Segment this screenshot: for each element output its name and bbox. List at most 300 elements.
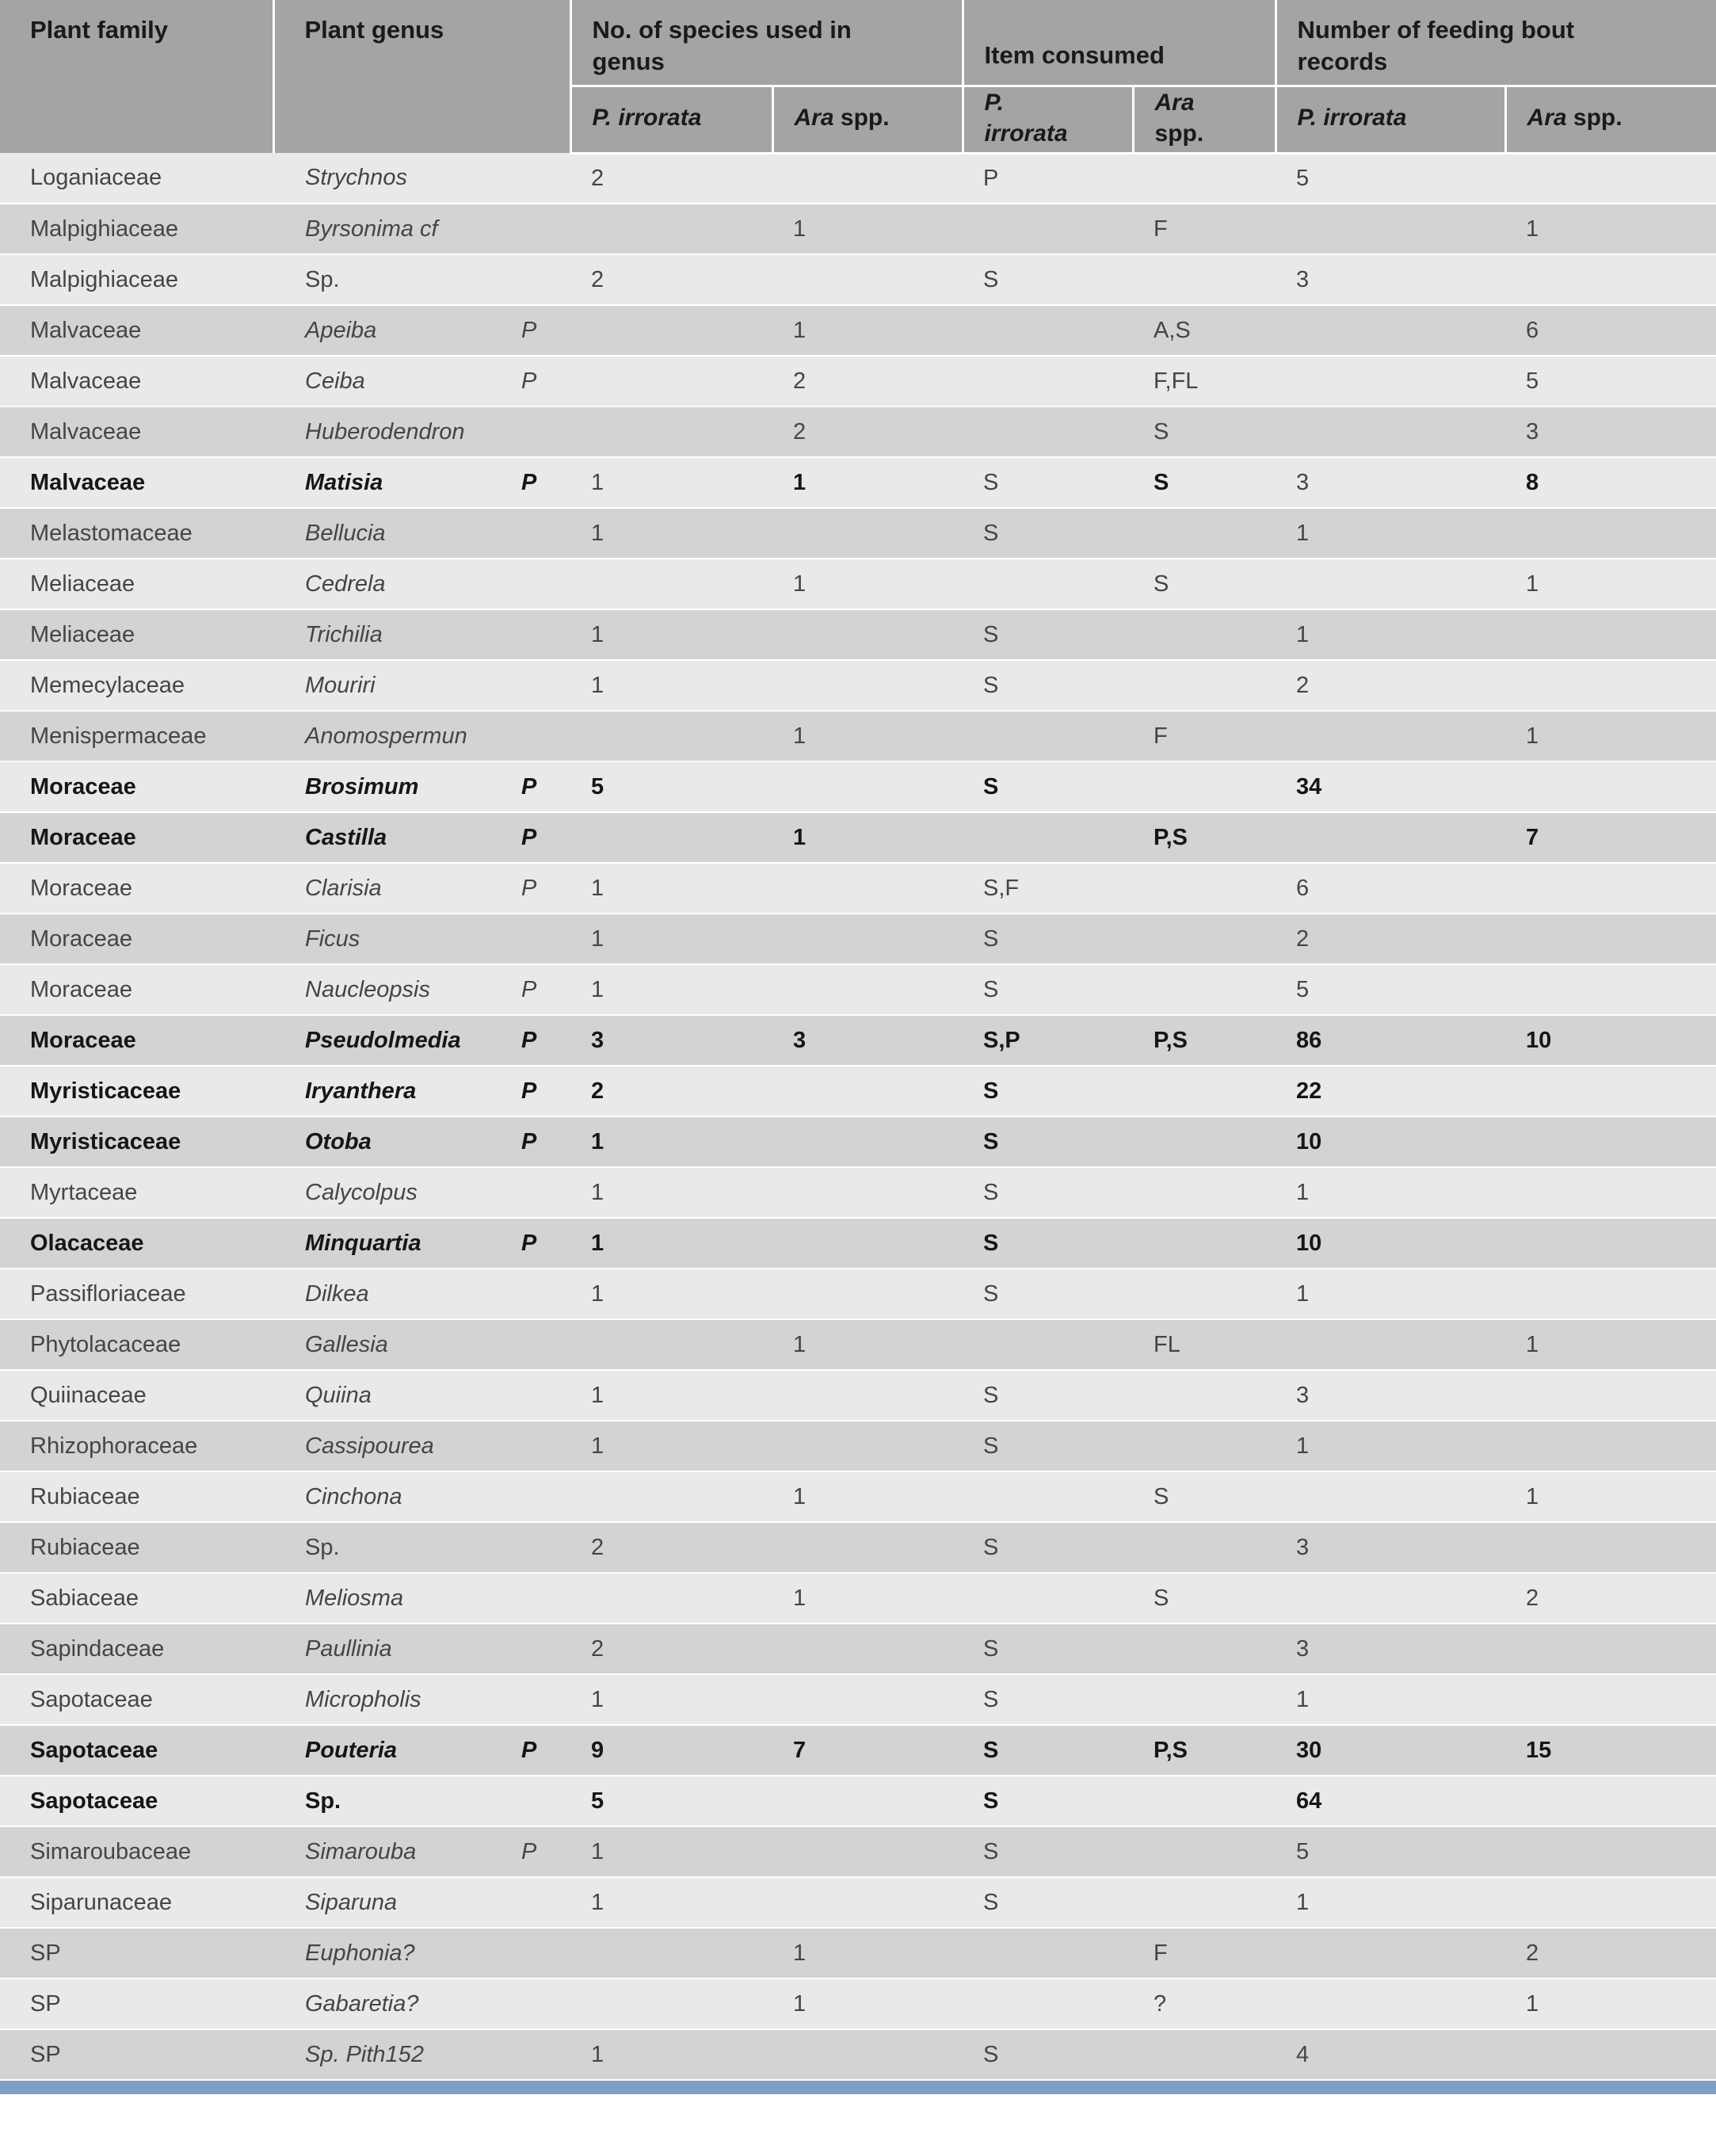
species-ara-suffix: spp. [840,105,890,131]
cell-genus: Calycolpus [273,1167,507,1218]
cell-records-pirrorata: 2 [1276,660,1505,711]
cell-genus: Matisia [273,457,507,508]
cell-genus: Cedrela [273,559,507,609]
cell-item-ara [1133,1776,1276,1826]
cell-preferred-flag: P [507,1218,570,1269]
cell-species-pirrorata [570,1319,772,1370]
cell-item-ara [1133,2029,1276,2080]
cell-family: Malpighiaceae [0,254,273,305]
cell-preferred-flag [507,914,570,964]
cell-records-pirrorata: 5 [1276,153,1505,204]
cell-records-pirrorata: 3 [1276,1370,1505,1421]
cell-genus: Gabaretia? [273,1979,507,2029]
cell-genus: Anomospermun [273,711,507,761]
cell-preferred-flag [507,2029,570,2080]
cell-genus: Castilla [273,812,507,863]
table-row [0,1979,1716,2029]
cell-records-ara: 6 [1505,305,1716,356]
cell-species-ara: 1 [772,1471,963,1522]
cell-records-ara [1505,660,1716,711]
cell-genus: Cinchona [273,1471,507,1522]
cell-records-ara [1505,1877,1716,1928]
table-row [0,863,1716,914]
cell-species-pirrorata: 1 [570,1674,772,1725]
cell-species-ara: 1 [772,559,963,609]
header-group-row [0,0,1716,86]
cell-preferred-flag [507,660,570,711]
cell-preferred-flag: P [507,356,570,406]
cell-records-pirrorata [1276,1471,1505,1522]
cell-records-pirrorata: 1 [1276,1269,1505,1319]
table-row [0,406,1716,457]
cell-item-pirrorata [963,559,1133,609]
cell-species-pirrorata [570,356,772,406]
cell-family: Moraceae [0,1015,273,1066]
cell-records-ara: 15 [1505,1725,1716,1776]
cell-species-pirrorata: 1 [570,508,772,559]
table-row [0,1471,1716,1522]
cell-item-ara: S [1133,1471,1276,1522]
cell-family: Quiinaceae [0,1370,273,1421]
cell-records-ara [1505,863,1716,914]
table-row [0,660,1716,711]
cell-records-pirrorata: 30 [1276,1725,1505,1776]
cell-preferred-flag [507,1471,570,1522]
cell-preferred-flag: P [507,1826,570,1877]
cell-records-pirrorata: 86 [1276,1015,1505,1066]
cell-item-pirrorata: S [963,254,1133,305]
cell-family: Myrtaceae [0,1167,273,1218]
cell-preferred-flag [507,1624,570,1674]
cell-records-ara [1505,1826,1716,1877]
table-row [0,305,1716,356]
cell-family: Moraceae [0,964,273,1015]
cell-genus: Euphonia? [273,1928,507,1979]
cell-family: Rubiaceae [0,1471,273,1522]
cell-records-pirrorata: 3 [1276,1522,1505,1573]
cell-preferred-flag [507,254,570,305]
cell-preferred-flag [507,711,570,761]
cell-records-pirrorata: 10 [1276,1218,1505,1269]
cell-species-pirrorata: 2 [570,1624,772,1674]
cell-genus: Cassipourea [273,1421,507,1471]
cell-species-pirrorata [570,1471,772,1522]
cell-family: Meliaceae [0,609,273,660]
cell-item-pirrorata: S,F [963,863,1133,914]
item-ara-label: Ara [1154,89,1195,116]
cell-species-pirrorata: 1 [570,1269,772,1319]
cell-family: Rhizophoraceae [0,1421,273,1471]
cell-family: SP [0,2029,273,2080]
cell-item-ara [1133,1116,1276,1167]
table-row [0,1877,1716,1928]
cell-item-ara [1133,660,1276,711]
cell-records-pirrorata: 1 [1276,609,1505,660]
cell-species-pirrorata: 2 [570,1066,772,1116]
header-records-group: Number of feeding bout records [1276,0,1716,86]
cell-species-ara: 1 [772,1928,963,1979]
cell-records-pirrorata: 5 [1276,964,1505,1015]
cell-records-pirrorata: 1 [1276,1877,1505,1928]
cell-records-pirrorata: 3 [1276,254,1505,305]
cell-species-ara [772,1421,963,1471]
cell-item-pirrorata [963,204,1133,254]
cell-species-pirrorata: 1 [570,1877,772,1928]
cell-preferred-flag [507,1674,570,1725]
records-ara-label: Ara [1527,105,1567,131]
cell-records-pirrorata [1276,356,1505,406]
cell-preferred-flag [507,153,570,204]
cell-family: Myristicaceae [0,1066,273,1116]
cell-item-pirrorata: S [963,1674,1133,1725]
cell-item-ara: S [1133,457,1276,508]
cell-species-ara: 2 [772,356,963,406]
cell-genus: Minquartia [273,1218,507,1269]
table-row [0,1776,1716,1826]
cell-item-ara: F [1133,204,1276,254]
cell-item-pirrorata: S [963,914,1133,964]
cell-genus: Sp. [273,1522,507,1573]
cell-records-pirrorata: 3 [1276,1624,1505,1674]
cell-species-pirrorata: 1 [570,1167,772,1218]
cell-preferred-flag [507,1421,570,1471]
table-row [0,1015,1716,1066]
cell-species-ara: 3 [772,1015,963,1066]
cell-species-pirrorata: 1 [570,2029,772,2080]
cell-genus: Quiina [273,1370,507,1421]
cell-records-ara: 8 [1505,457,1716,508]
cell-records-ara [1505,1167,1716,1218]
cell-item-pirrorata: S [963,1725,1133,1776]
cell-records-ara: 1 [1505,204,1716,254]
cell-item-ara [1133,508,1276,559]
cell-records-pirrorata [1276,559,1505,609]
cell-genus: Clarisia [273,863,507,914]
cell-records-pirrorata: 5 [1276,1826,1505,1877]
cell-preferred-flag [507,1167,570,1218]
cell-species-pirrorata [570,204,772,254]
table-row [0,1319,1716,1370]
cell-item-pirrorata: P [963,153,1133,204]
cell-records-pirrorata [1276,711,1505,761]
cell-species-ara [772,964,963,1015]
cell-records-ara: 1 [1505,559,1716,609]
cell-family: Sapotaceae [0,1674,273,1725]
cell-records-pirrorata: 1 [1276,1167,1505,1218]
cell-species-ara [772,254,963,305]
records-pirrorata-label: P. irrorata [1297,105,1407,131]
table-row [0,711,1716,761]
header-item-group: Item consumed [963,0,1276,86]
cell-item-pirrorata [963,711,1133,761]
cell-records-ara [1505,914,1716,964]
cell-records-pirrorata [1276,204,1505,254]
cell-family: Malvaceae [0,406,273,457]
subheader-records-ara [1505,86,1716,153]
table-row [0,457,1716,508]
cell-item-pirrorata: S [963,1421,1133,1471]
cell-species-ara [772,508,963,559]
cell-records-pirrorata: 10 [1276,1116,1505,1167]
cell-species-ara [772,1826,963,1877]
table-row [0,254,1716,305]
cell-item-ara [1133,1421,1276,1471]
cell-item-pirrorata: S [963,1776,1133,1826]
cell-records-pirrorata: 64 [1276,1776,1505,1826]
cell-item-pirrorata: S [963,761,1133,812]
cell-records-ara [1505,2029,1716,2080]
cell-records-pirrorata: 2 [1276,914,1505,964]
cell-preferred-flag [507,609,570,660]
cell-item-ara: FL [1133,1319,1276,1370]
cell-preferred-flag: P [507,1015,570,1066]
cell-item-ara: S [1133,406,1276,457]
cell-item-pirrorata: S [963,1826,1133,1877]
cell-species-pirrorata [570,406,772,457]
cell-genus: Gallesia [273,1319,507,1370]
cell-species-ara [772,1674,963,1725]
cell-species-pirrorata: 1 [570,609,772,660]
cell-preferred-flag [507,1979,570,2029]
cell-genus: Sp. Pith152 [273,2029,507,2080]
cell-species-ara [772,1066,963,1116]
cell-genus: Otoba [273,1116,507,1167]
subheader-records-pirrorata [1276,86,1505,153]
cell-species-pirrorata: 5 [570,1776,772,1826]
cell-item-pirrorata [963,406,1133,457]
cell-records-ara: 2 [1505,1928,1716,1979]
cell-species-ara [772,2029,963,2080]
cell-genus: Byrsonima cf [273,204,507,254]
cell-item-ara [1133,914,1276,964]
cell-records-ara [1505,1624,1716,1674]
cell-genus: Brosimum [273,761,507,812]
cell-records-pirrorata: 22 [1276,1066,1505,1116]
cell-species-ara [772,1624,963,1674]
table-row [0,812,1716,863]
cell-family: Simaroubaceae [0,1826,273,1877]
cell-species-pirrorata: 1 [570,1370,772,1421]
cell-records-pirrorata [1276,1573,1505,1624]
cell-records-pirrorata [1276,305,1505,356]
cell-records-ara [1505,1522,1716,1573]
cell-item-pirrorata [963,812,1133,863]
cell-family: Melastomaceae [0,508,273,559]
cell-genus: Bellucia [273,508,507,559]
cell-records-ara [1505,1674,1716,1725]
cell-item-pirrorata [963,1573,1133,1624]
cell-genus: Mouriri [273,660,507,711]
cell-item-ara [1133,1370,1276,1421]
cell-species-ara [772,1116,963,1167]
cell-species-pirrorata: 1 [570,1826,772,1877]
cell-species-ara [772,153,963,204]
cell-genus: Strychnos [273,153,507,204]
table-row [0,1928,1716,1979]
cell-species-ara: 1 [772,204,963,254]
cell-item-ara: A,S [1133,305,1276,356]
cell-item-pirrorata [963,1979,1133,2029]
table-row [0,356,1716,406]
cell-item-pirrorata [963,1928,1133,1979]
table-row [0,1218,1716,1269]
cell-records-pirrorata [1276,1319,1505,1370]
cell-records-pirrorata [1276,1979,1505,2029]
cell-records-ara: 1 [1505,1979,1716,2029]
cell-item-pirrorata [963,305,1133,356]
cell-records-pirrorata: 1 [1276,1421,1505,1471]
cell-records-ara [1505,153,1716,204]
cell-family: Passifloriaceae [0,1269,273,1319]
cell-item-ara: S [1133,559,1276,609]
table-row [0,1826,1716,1877]
cell-preferred-flag: P [507,863,570,914]
cell-preferred-flag [507,1269,570,1319]
cell-species-pirrorata: 1 [570,660,772,711]
cell-preferred-flag: P [507,1116,570,1167]
cell-records-ara [1505,761,1716,812]
cell-item-pirrorata: S [963,964,1133,1015]
header-plant-family: Plant family [0,0,273,153]
table-row [0,1116,1716,1167]
cell-preferred-flag [507,204,570,254]
cell-records-ara [1505,1370,1716,1421]
species-ara-label: Ara [794,105,834,131]
cell-preferred-flag [507,559,570,609]
cell-family: Moraceae [0,863,273,914]
cell-genus: Dilkea [273,1269,507,1319]
cell-item-ara [1133,254,1276,305]
cell-item-pirrorata: S [963,609,1133,660]
cell-item-ara [1133,1624,1276,1674]
cell-species-pirrorata: 5 [570,761,772,812]
cell-genus: Sp. [273,254,507,305]
cell-item-pirrorata: S [963,660,1133,711]
cell-item-ara [1133,1066,1276,1116]
cell-preferred-flag: P [507,964,570,1015]
bottom-accent-bar [0,2081,1716,2094]
cell-item-pirrorata: S [963,1269,1133,1319]
cell-item-pirrorata: S [963,1116,1133,1167]
cell-species-pirrorata: 2 [570,153,772,204]
cell-records-pirrorata: 34 [1276,761,1505,812]
cell-item-ara [1133,863,1276,914]
item-pirrorata-label: P. irrorata [984,89,1068,147]
cell-species-ara [772,863,963,914]
cell-records-ara: 7 [1505,812,1716,863]
cell-item-pirrorata: S [963,1167,1133,1218]
cell-records-pirrorata [1276,812,1505,863]
cell-preferred-flag [507,1370,570,1421]
cell-species-pirrorata: 1 [570,964,772,1015]
cell-family: Memecylaceae [0,660,273,711]
cell-records-ara: 10 [1505,1015,1716,1066]
subheader-species-pirrorata [570,86,772,153]
cell-records-pirrorata: 1 [1276,508,1505,559]
cell-genus: Huberodendron [273,406,507,457]
cell-preferred-flag: P [507,1066,570,1116]
cell-species-pirrorata [570,559,772,609]
cell-species-ara: 2 [772,406,963,457]
cell-records-ara: 1 [1505,1319,1716,1370]
cell-genus: Pseudolmedia [273,1015,507,1066]
table-row [0,914,1716,964]
cell-species-ara: 1 [772,1319,963,1370]
cell-family: SP [0,1979,273,2029]
cell-item-pirrorata: S [963,508,1133,559]
cell-item-ara [1133,1218,1276,1269]
cell-species-ara [772,1218,963,1269]
cell-genus: Paullinia [273,1624,507,1674]
cell-genus: Apeiba [273,305,507,356]
cell-species-pirrorata [570,305,772,356]
cell-species-ara [772,914,963,964]
cell-species-pirrorata [570,1928,772,1979]
table-row [0,1370,1716,1421]
cell-preferred-flag [507,406,570,457]
cell-item-ara: ? [1133,1979,1276,2029]
cell-item-pirrorata [963,356,1133,406]
table-row [0,609,1716,660]
table-row [0,153,1716,204]
cell-item-pirrorata: S [963,457,1133,508]
cell-item-ara: P,S [1133,812,1276,863]
cell-species-ara [772,1370,963,1421]
table-row [0,1167,1716,1218]
table-row [0,1624,1716,1674]
cell-records-ara: 5 [1505,356,1716,406]
cell-species-pirrorata [570,711,772,761]
cell-item-pirrorata: S [963,1066,1133,1116]
cell-item-ara: P,S [1133,1015,1276,1066]
cell-item-ara [1133,1167,1276,1218]
cell-species-ara [772,1776,963,1826]
cell-item-pirrorata: S [963,1877,1133,1928]
cell-records-ara [1505,1116,1716,1167]
cell-family: Loganiaceae [0,153,273,204]
cell-item-ara [1133,1269,1276,1319]
cell-family: Meliaceae [0,559,273,609]
cell-family: Olacaceae [0,1218,273,1269]
cell-genus: Pouteria [273,1725,507,1776]
cell-family: Malvaceae [0,305,273,356]
cell-item-pirrorata: S,P [963,1015,1133,1066]
cell-item-pirrorata [963,1471,1133,1522]
table-row [0,508,1716,559]
cell-records-ara [1505,508,1716,559]
cell-species-pirrorata: 2 [570,1522,772,1573]
cell-species-ara: 1 [772,457,963,508]
cell-family: Malpighiaceae [0,204,273,254]
cell-family: Menispermaceae [0,711,273,761]
cell-species-pirrorata: 1 [570,914,772,964]
cell-records-pirrorata [1276,406,1505,457]
cell-family: Sapotaceae [0,1776,273,1826]
cell-species-ara: 1 [772,711,963,761]
cell-species-pirrorata: 1 [570,1421,772,1471]
cell-species-ara: 1 [772,1573,963,1624]
cell-species-pirrorata: 1 [570,457,772,508]
cell-records-ara [1505,964,1716,1015]
cell-species-pirrorata: 3 [570,1015,772,1066]
cell-records-ara [1505,1776,1716,1826]
cell-genus: Iryanthera [273,1066,507,1116]
cell-item-pirrorata: S [963,1370,1133,1421]
table-row [0,1674,1716,1725]
cell-species-ara: 1 [772,812,963,863]
cell-genus: Simarouba [273,1826,507,1877]
table-row [0,1269,1716,1319]
